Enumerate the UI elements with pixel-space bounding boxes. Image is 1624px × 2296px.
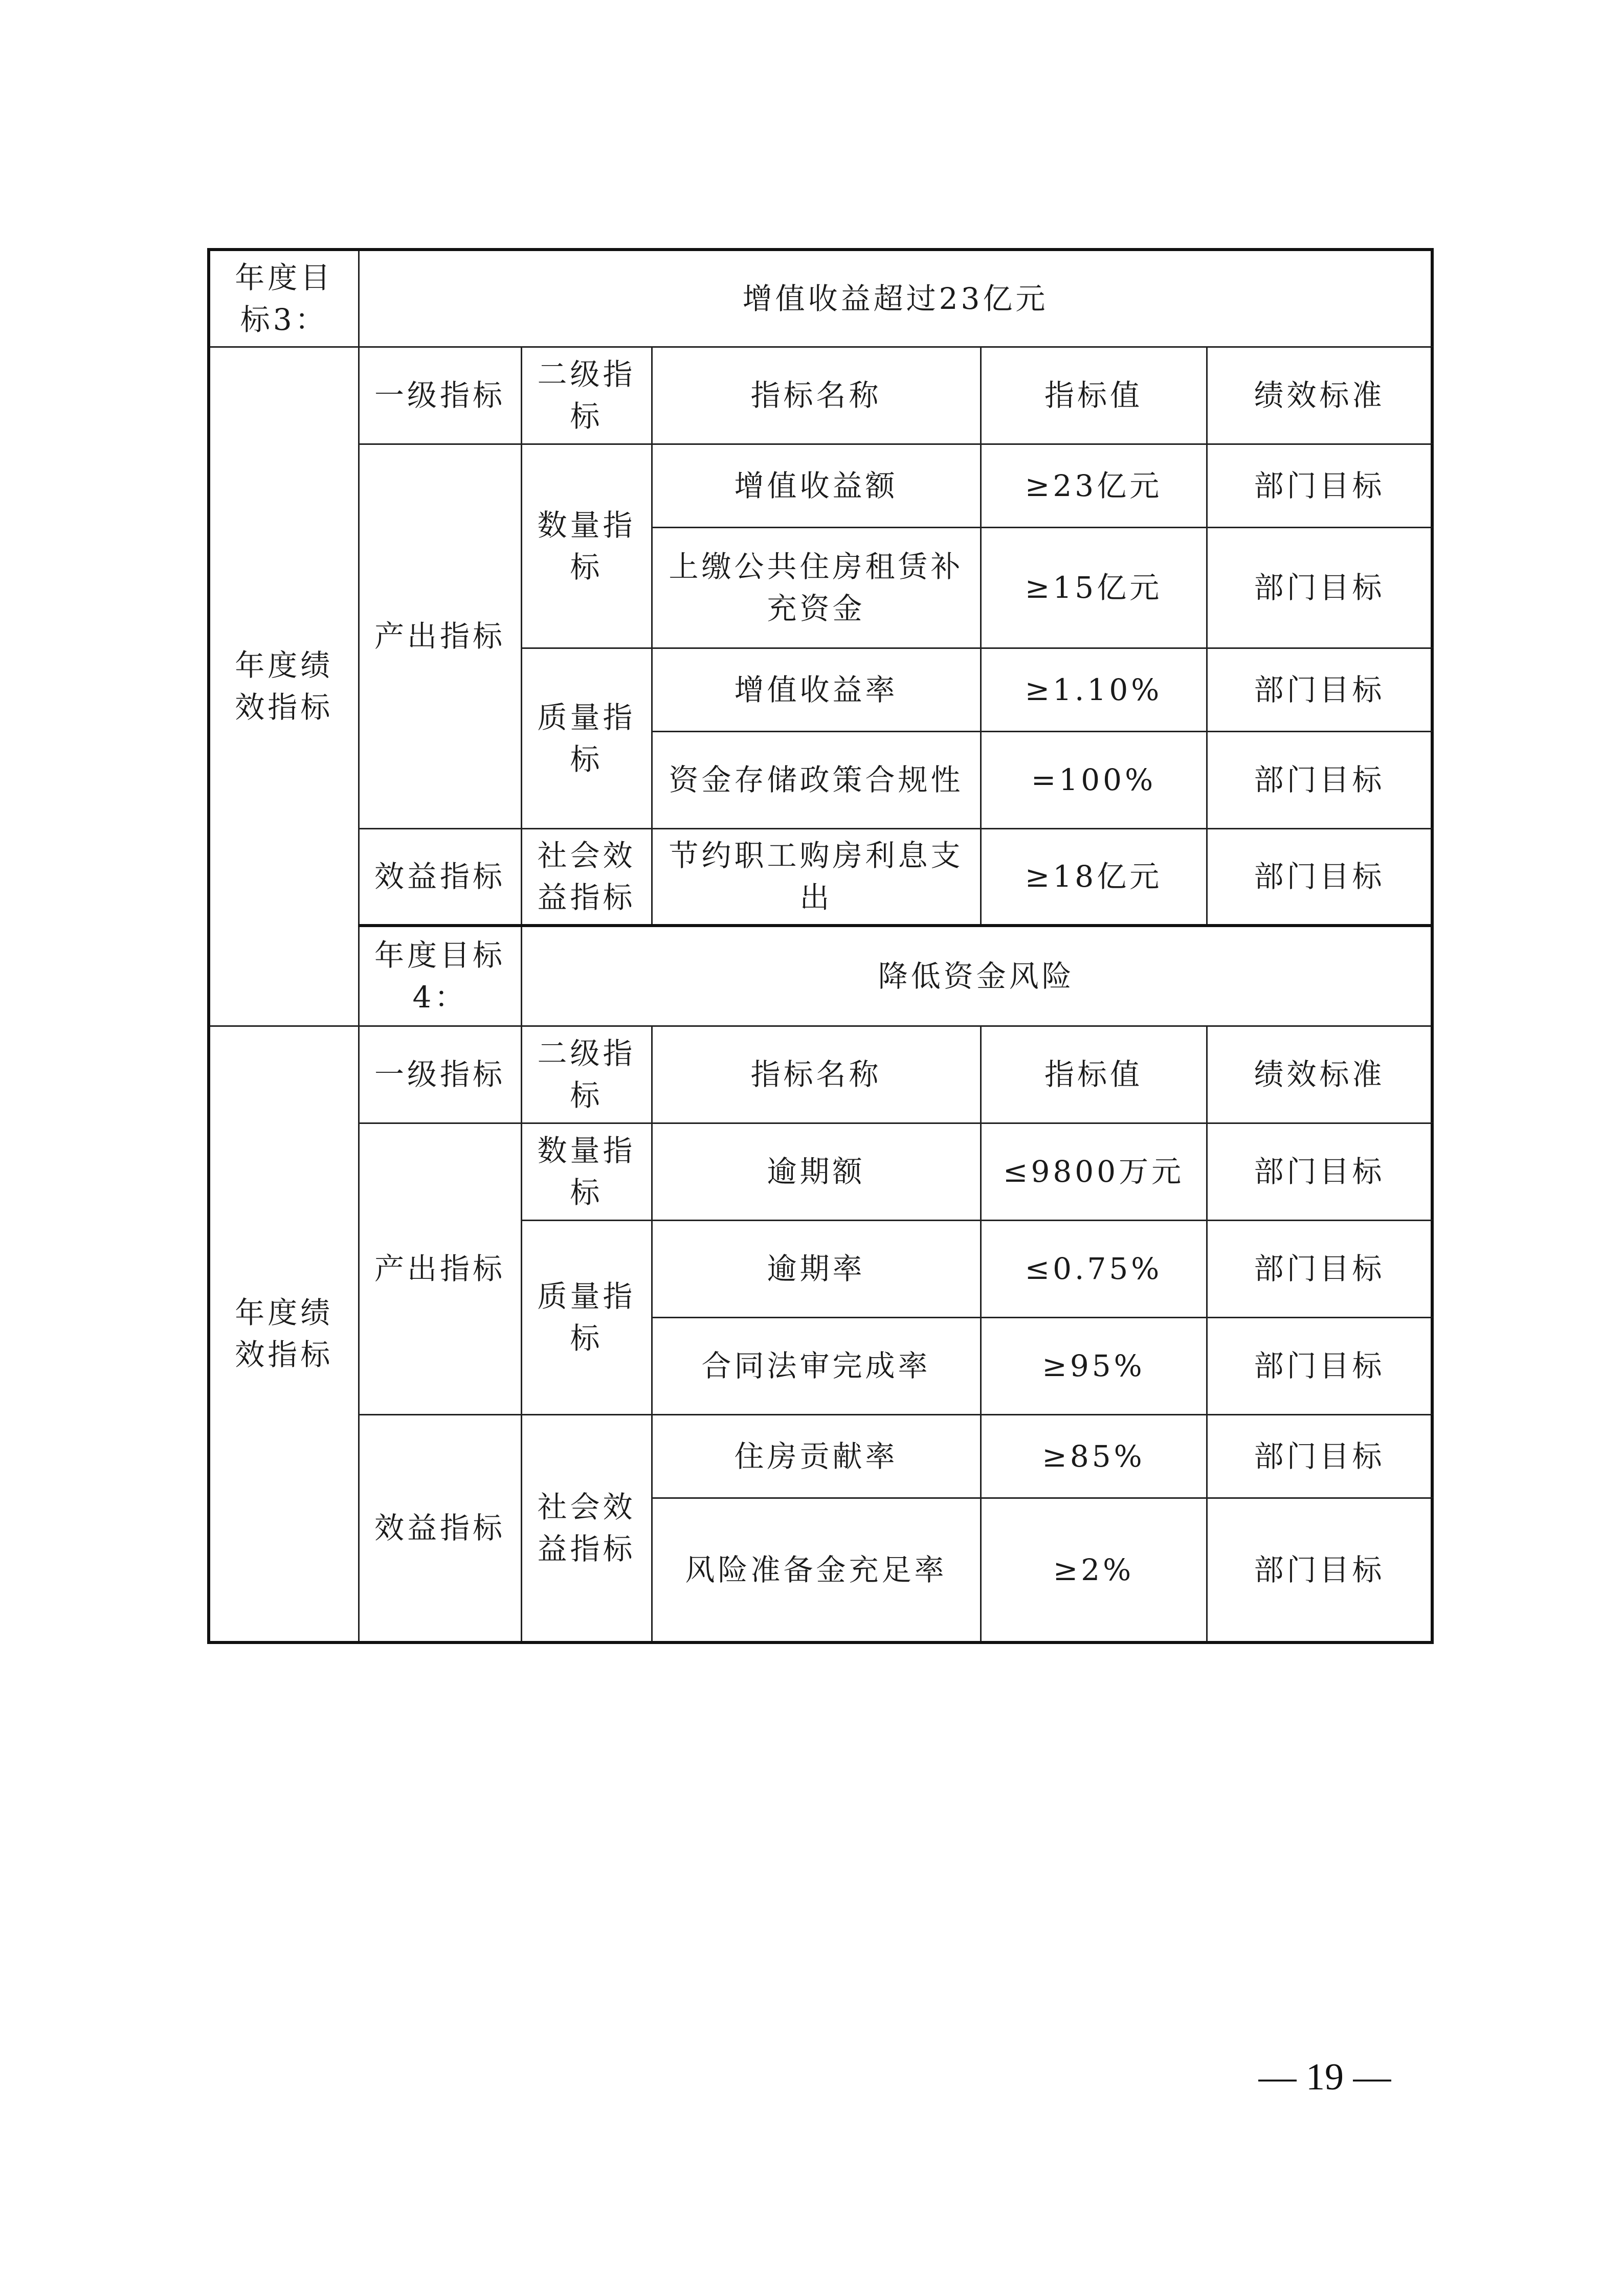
goal-text: 降低资金风险 [521, 926, 1432, 1026]
level1-cell: 效益指标 [359, 1414, 521, 1642]
level2-cell: 数量指标 [521, 444, 652, 648]
indicator-name: 合同法审完成率 [652, 1317, 981, 1414]
header-cell: 一级指标 [359, 347, 521, 444]
header-row [209, 1026, 1432, 1123]
table-row [209, 1414, 1432, 1498]
indicator-value: ≥15亿元 [981, 527, 1207, 648]
indicator-value: ≤9800万元 [981, 1123, 1207, 1220]
level1-cell: 效益指标 [359, 828, 521, 926]
indicator-name: 节约职工购房利息支出 [652, 828, 981, 926]
section-label: 年度绩效指标 [209, 1026, 359, 1642]
level2-cell: 社会效益指标 [521, 1414, 652, 1642]
indicator-name: 逾期额 [652, 1123, 981, 1220]
header-cell: 二级指标 [521, 347, 652, 444]
indicator-value: ≤0.75% [981, 1220, 1207, 1317]
indicator-value: =100% [981, 731, 1207, 828]
header-cell: 指标名称 [652, 1026, 981, 1123]
indicator-value: ≥23亿元 [981, 444, 1207, 527]
indicator-name: 增值收益率 [652, 648, 981, 731]
table-row [209, 828, 1432, 926]
indicator-value: ≥2% [981, 1498, 1207, 1642]
level2-cell: 数量指标 [521, 1123, 652, 1220]
header-cell: 指标值 [981, 1026, 1207, 1123]
level2-cell: 社会效益指标 [521, 828, 652, 926]
page-number: — 19 — [1258, 2056, 1391, 2098]
header-row [209, 347, 1432, 444]
indicator-value: ≥85% [981, 1414, 1207, 1498]
goal-row [209, 250, 1432, 347]
indicator-standard: 部门目标 [1207, 527, 1432, 648]
indicator-name: 上缴公共住房租赁补充资金 [652, 527, 981, 648]
indicator-name: 增值收益额 [652, 444, 981, 527]
goal-row [209, 926, 1432, 1026]
header-cell: 二级指标 [521, 1026, 652, 1123]
indicator-value: ≥95% [981, 1317, 1207, 1414]
indicator-standard: 部门目标 [1207, 1317, 1432, 1414]
indicator-standard: 部门目标 [1207, 1414, 1432, 1498]
goal-text: 增值收益超过23亿元 [359, 250, 1432, 347]
indicator-standard: 部门目标 [1207, 648, 1432, 731]
indicator-name: 逾期率 [652, 1220, 981, 1317]
level2-cell: 质量指标 [521, 1220, 652, 1414]
header-cell: 一级指标 [359, 1026, 521, 1123]
goal-label: 年度目标3： [209, 250, 359, 347]
table-row [209, 1123, 1432, 1220]
indicator-name: 资金存储政策合规性 [652, 731, 981, 828]
indicator-standard: 部门目标 [1207, 731, 1432, 828]
level1-cell: 产出指标 [359, 1123, 521, 1414]
indicator-standard: 部门目标 [1207, 1123, 1432, 1220]
indicator-name: 住房贡献率 [652, 1414, 981, 1498]
section-label: 年度绩效指标 [209, 347, 359, 1026]
performance-table [207, 248, 1434, 1644]
header-cell: 绩效标准 [1207, 1026, 1432, 1123]
header-cell: 绩效标准 [1207, 347, 1432, 444]
indicator-standard: 部门目标 [1207, 1220, 1432, 1317]
indicator-standard: 部门目标 [1207, 444, 1432, 527]
goal-label: 年度目标4： [359, 926, 521, 1026]
indicator-standard: 部门目标 [1207, 828, 1432, 926]
header-cell: 指标名称 [652, 347, 981, 444]
table-row [209, 444, 1432, 527]
level2-cell: 质量指标 [521, 648, 652, 828]
indicator-value: ≥18亿元 [981, 828, 1207, 926]
level1-cell: 产出指标 [359, 444, 521, 828]
indicator-value: ≥1.10% [981, 648, 1207, 731]
indicator-standard: 部门目标 [1207, 1498, 1432, 1642]
header-cell: 指标值 [981, 347, 1207, 444]
indicator-name: 风险准备金充足率 [652, 1498, 981, 1642]
